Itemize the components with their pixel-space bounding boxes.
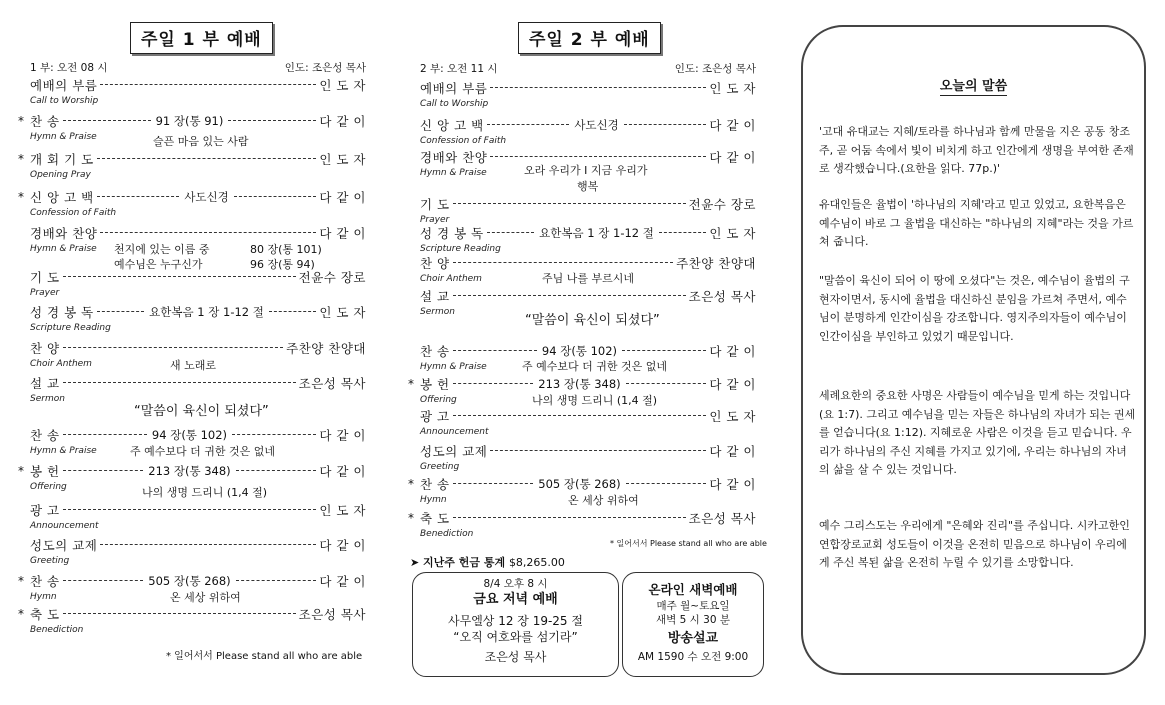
stand-marker: *	[18, 152, 24, 166]
order-item	[30, 224, 366, 242]
order-item	[408, 475, 756, 493]
dotted-leader	[236, 470, 317, 472]
order-item-person: 다 같 이	[319, 464, 366, 479]
order-item-person: 조은성 목사	[298, 376, 366, 391]
order-item-name: 찬 송	[420, 477, 450, 492]
stand-marker: *	[408, 511, 414, 525]
order-item	[18, 112, 366, 130]
order-item-person: 다 같 이	[709, 118, 757, 133]
order-item-person: 다 같 이	[319, 226, 366, 241]
service2-praise-line-1: 오라 우리가 I 지금 우리가	[524, 164, 648, 177]
service2-title: 주일 2 부 예배	[518, 22, 661, 54]
order-item-person: 다 같 이	[709, 444, 756, 459]
order-item-detail: 요한복음 1 장 1-12 절	[539, 226, 654, 240]
order-item-english: Hymn & Praise	[420, 168, 487, 178]
order-item-english: Scripture Reading	[30, 323, 111, 333]
service1-time: 1 부: 오전 08 시	[30, 62, 108, 74]
service1-sermon-title: “말씀이 육신이 되셨다”	[134, 404, 269, 419]
order-item-english: Choir Anthem	[420, 274, 482, 284]
word-paragraph-3: "말씀이 육신이 되어 이 땅에 오셨다"는 것은, 예수님이 율법의 구현자이면서, 동시에 율법을 대신하신 분임을 가르쳐 주면서, 예수님이 분명하게 인간이심을 강조합니다. 영지주의자들이 예수님이 인간이심을 부인하고 있었기 때문입니다.	[819, 274, 1130, 343]
dotted-leader	[97, 158, 317, 160]
hymn-title: 온 세상 위하여	[568, 494, 639, 507]
word-paragraph-4: 세례요한의 중요한 사명은 사람들이 예수님을 믿게 하는 것입니다(요 1:7). 그리고 예수님을 믿는 자들은 하나님의 자녀가 되는 권세를 얻습니다(요 1:12). 지혜로운 사람은 이것을 듣고 믿습니다. 우리가 하나님의 주신 지혜를 가지고 있기에, 우리는 하나님의 자녀의 삶을 살 수 있는 것입니다.	[819, 389, 1136, 476]
dotted-leader	[490, 156, 706, 158]
friday-preacher: 조은성 목사	[484, 650, 547, 665]
order-item-english: Offering	[420, 395, 457, 405]
order-item-english: Announcement	[30, 521, 99, 531]
order-item-person: 인 도 자	[709, 81, 756, 96]
order-item-english: Scripture Reading	[420, 244, 501, 254]
friday-title: 금요 저녁 예배	[473, 592, 558, 608]
order-item-name: 신 앙 고 백	[30, 190, 94, 205]
friday-sermon: “오직 여호와를 섬기라”	[453, 629, 578, 644]
hymn-title: 나의 생명 드리니 (1,4 절)	[142, 486, 268, 499]
order-item-person: 다 같 이	[319, 574, 366, 589]
order-item	[420, 287, 756, 305]
word-paragraph-5: 예수 그리스도는 우리에게 "은혜와 진리"를 주십니다. 시카고한인연합장로교회 성도들이 이것을 온전히 믿음으로 하나님이 우리에게 주신 복된 삶을 온전히 누릴 수 있기를 소망합니다.	[819, 519, 1130, 569]
dotted-leader	[626, 383, 707, 385]
order-item	[408, 509, 756, 527]
dotted-leader	[453, 262, 673, 264]
order-item-english: Choir Anthem	[30, 359, 92, 369]
dotted-leader	[63, 276, 296, 278]
friday-scripture: 사무엘상 12 장 19-25 절	[448, 613, 583, 628]
order-item-english: Benediction	[30, 625, 84, 635]
order-item	[30, 76, 366, 94]
hymn-title: 주 예수보다 더 귀한 것은 없네	[130, 445, 275, 458]
dotted-leader	[232, 434, 316, 436]
order-item-name: 성 경 봉 독	[420, 226, 484, 241]
order-item	[408, 375, 756, 393]
service1-praise-song-2: 예수님은 누구신가 96 장(통 94)	[114, 258, 315, 271]
order-item-english: Hymn	[420, 495, 447, 505]
dotted-leader	[234, 196, 317, 198]
order-item-name: 경배와 찬양	[30, 226, 98, 241]
order-item-name: 찬 송	[30, 574, 60, 589]
hymn-title: 온 세상 위하여	[170, 591, 241, 604]
friday-service-box	[412, 572, 619, 677]
dawn-title: 온라인 새벽예배	[648, 582, 738, 597]
dotted-leader	[490, 87, 706, 89]
dotted-leader	[63, 347, 283, 349]
order-item	[30, 501, 366, 519]
dotted-leader	[626, 483, 707, 485]
dotted-leader	[453, 295, 686, 297]
dotted-leader	[659, 232, 706, 234]
order-item-person: 다 같 이	[319, 538, 366, 553]
order-item-name: 축 도	[420, 511, 450, 526]
order-item	[18, 605, 366, 623]
order-item-english: Offering	[30, 482, 67, 492]
dotted-leader	[100, 232, 316, 234]
service1-praise-song-1: 천지에 있는 이름 중 80 장(통 101)	[114, 243, 322, 256]
order-item	[18, 150, 366, 168]
dotted-leader	[453, 517, 686, 519]
hymn-title: 새 노래로	[170, 359, 217, 372]
service2-stand-note: * 일어서서 Please stand all who are able	[610, 539, 767, 548]
order-item-name: 광 고	[30, 503, 60, 518]
order-item-detail: 505 장(통 268)	[148, 574, 231, 588]
order-item	[18, 462, 366, 480]
order-item-person: 조은성 목사	[688, 289, 756, 304]
dotted-leader	[100, 84, 316, 86]
order-item-name: 봉 헌	[420, 377, 450, 392]
order-item-person: 주찬양 찬양대	[676, 256, 756, 271]
offering-label: ➤ 지난주 헌금 통계	[410, 556, 506, 569]
order-item-english: Greeting	[30, 556, 70, 566]
order-item	[30, 426, 366, 444]
dotted-leader	[487, 124, 570, 126]
order-item-english: Opening Pray	[30, 170, 91, 180]
order-item	[420, 79, 756, 97]
service2-praise-line-2: 행복	[577, 180, 599, 193]
friday-time: 8/4 오후 8 시	[483, 578, 548, 590]
order-item-english: Prayer	[30, 288, 60, 298]
order-item-person: 조은성 목사	[688, 511, 756, 526]
order-item-person: 전윤수 장로	[298, 270, 366, 285]
order-item-person: 다 같 이	[319, 190, 367, 205]
stand-marker: *	[18, 114, 24, 128]
order-item-detail: 213 장(통 348)	[538, 377, 621, 391]
order-item-name: 봉 헌	[30, 464, 60, 479]
offering-amount: $8,265.00	[508, 556, 565, 569]
word-paragraph-2: 유대인들은 율법이 '하나님의 지혜'라고 믿고 있었고, 요한복음은 예수님이 바로 그 율법을 대신하는 "하나님의 지혜"라는 것을 가르쳐 줍니다.	[819, 198, 1134, 248]
order-item-person: 다 같 이	[319, 428, 366, 443]
order-item-english: Hymn & Praise	[30, 244, 97, 254]
dotted-leader	[453, 415, 707, 417]
order-item-name: 찬 양	[30, 341, 60, 356]
order-item-detail: 94 장(통 102)	[151, 428, 228, 442]
service2-leader: 인도: 조은성 목사	[674, 63, 756, 75]
dotted-leader	[624, 124, 707, 126]
order-item	[30, 536, 366, 554]
order-item	[30, 303, 366, 321]
dawn-service-box	[622, 572, 764, 677]
order-item	[420, 442, 756, 460]
dotted-leader	[453, 483, 534, 485]
broadcast-title: 방송설교	[667, 631, 719, 647]
order-item	[18, 572, 366, 590]
order-item-name: 설 교	[420, 289, 450, 304]
order-item-person: 인 도 자	[709, 409, 756, 424]
service2-sermon-title: “말씀이 육신이 되셨다”	[525, 313, 660, 328]
dotted-leader	[490, 450, 706, 452]
service1-column	[18, 0, 367, 705]
order-item-name: 예배의 부름	[30, 78, 98, 93]
dotted-leader	[453, 350, 537, 352]
order-item-name: 축 도	[30, 607, 60, 622]
dotted-leader	[63, 509, 317, 511]
order-item-name: 개 회 기 도	[30, 152, 94, 167]
order-item-english: Hymn & Praise	[420, 362, 487, 372]
dawn-days: 매주 월~토요일	[656, 599, 730, 612]
order-item-name: 경배와 찬양	[420, 150, 488, 165]
order-item-detail: 요한복음 1 장 1-12 절	[149, 305, 264, 319]
service2-time: 2 부: 오전 11 시	[420, 63, 498, 75]
order-item-name: 신 앙 고 백	[420, 118, 484, 133]
order-item-detail: 94 장(통 102)	[541, 344, 618, 358]
hymn-title: 슬픈 마음 있는 사람	[153, 135, 249, 148]
order-item-person: 인 도 자	[319, 503, 366, 518]
dotted-leader	[97, 196, 180, 198]
stand-marker: *	[18, 464, 24, 478]
order-item	[420, 224, 756, 242]
order-item-english: Hymn & Praise	[30, 132, 97, 142]
dotted-leader	[63, 382, 296, 384]
order-item-english: Hymn & Praise	[30, 446, 97, 456]
dotted-leader	[453, 203, 686, 205]
order-item-person: 인 도 자	[319, 78, 366, 93]
order-item-english: Sermon	[30, 394, 65, 404]
order-item-person: 다 같 이	[709, 150, 756, 165]
order-item-detail: 사도신경	[574, 118, 619, 132]
order-item-name: 찬 송	[30, 114, 60, 129]
dotted-leader	[97, 311, 144, 313]
order-item-english: Sermon	[420, 307, 455, 317]
dotted-leader	[236, 580, 317, 582]
order-item	[30, 374, 366, 392]
dotted-leader	[63, 120, 151, 122]
order-item-name: 설 교	[30, 376, 60, 391]
order-item-name: 찬 송	[30, 428, 60, 443]
order-item-detail: 213 장(통 348)	[148, 464, 231, 478]
service1-title: 주일 1 부 예배	[130, 22, 273, 54]
order-item-english: Confession of Faith	[30, 208, 117, 218]
hymn-title: 주 예수보다 더 귀한 것은 없네	[522, 360, 667, 373]
hymn-title: 주님 나를 부르시네	[542, 272, 635, 285]
order-item-name: 찬 송	[420, 344, 450, 359]
order-item-person: 다 같 이	[319, 114, 366, 129]
order-item-english: Prayer	[420, 215, 450, 225]
order-item	[18, 188, 367, 206]
order-item-english: Announcement	[420, 427, 489, 437]
dotted-leader	[63, 613, 296, 615]
service2-meta	[420, 61, 756, 76]
order-item-name: 기 도	[420, 197, 450, 212]
dotted-leader	[487, 232, 534, 234]
todays-word-panel	[801, 25, 1146, 675]
dotted-leader	[63, 580, 144, 582]
order-item-detail: 91 장(통 91)	[155, 114, 224, 128]
stand-marker: *	[408, 477, 414, 491]
offering-stats	[410, 554, 565, 570]
dotted-leader	[63, 470, 144, 472]
order-item-name: 성도의 교제	[30, 538, 98, 553]
order-item	[420, 195, 756, 213]
broadcast-time: AM 1590 수 오전 9:00	[637, 650, 749, 663]
dotted-leader	[269, 311, 316, 313]
order-item-english: Greeting	[420, 462, 460, 472]
order-item-person: 인 도 자	[319, 152, 366, 167]
hymn-title: 나의 생명 드리니 (1,4 절)	[532, 394, 658, 407]
order-item-person: 조은성 목사	[298, 607, 366, 622]
stand-marker: *	[18, 190, 24, 204]
order-item-detail: 사도신경	[184, 190, 229, 204]
dotted-leader	[100, 544, 316, 546]
service1-leader: 인도: 조은성 목사	[284, 62, 366, 74]
stand-marker: *	[18, 574, 24, 588]
order-item-name: 성 경 봉 독	[30, 305, 94, 320]
order-item-english: Hymn	[30, 592, 57, 602]
order-item-person: 다 같 이	[709, 377, 756, 392]
order-item-name: 광 고	[420, 409, 450, 424]
todays-word-title: 오늘의 말씀	[939, 79, 1008, 94]
dotted-leader	[228, 120, 316, 122]
service1-meta	[30, 60, 366, 75]
order-item-person: 전윤수 장로	[688, 197, 756, 212]
order-item	[420, 116, 756, 134]
stand-marker: *	[18, 607, 24, 621]
order-item-name: 기 도	[30, 270, 60, 285]
order-item	[420, 407, 756, 425]
dotted-leader	[63, 434, 147, 436]
order-item-english: Call to Worship	[420, 99, 489, 109]
order-item-person: 인 도 자	[319, 305, 366, 320]
dotted-leader	[453, 383, 534, 385]
order-item-english: Call to Worship	[30, 96, 99, 106]
order-item-detail: 505 장(통 268)	[538, 477, 621, 491]
order-item-person: 다 같 이	[709, 344, 756, 359]
order-item-english: Benediction	[420, 529, 474, 539]
service1-stand-note: * 일어서서 Please stand all who are able	[166, 651, 363, 662]
order-item-name: 찬 양	[420, 256, 450, 271]
order-item-name: 예배의 부름	[420, 81, 488, 96]
order-item-english: Confession of Faith	[420, 136, 507, 146]
order-item	[30, 339, 366, 357]
order-item-person: 주찬양 찬양대	[286, 341, 366, 356]
order-item-name: 성도의 교제	[420, 444, 488, 459]
word-paragraph-1: '고대 유대교는 지혜/토라를 하나님과 함께 만물을 지은 공동 창조주, 곧 어둠 속에서 빛이 비치게 하고 인간에게 생명을 부여한 존재로 생각했습니다.(요한을 읽다. 77p.)'	[819, 125, 1134, 175]
dotted-leader	[622, 350, 706, 352]
stand-marker: *	[408, 377, 414, 391]
dawn-time: 새벽 5 시 30 분	[656, 614, 730, 627]
order-item-person: 인 도 자	[709, 226, 756, 241]
order-item-person: 다 같 이	[709, 477, 756, 492]
